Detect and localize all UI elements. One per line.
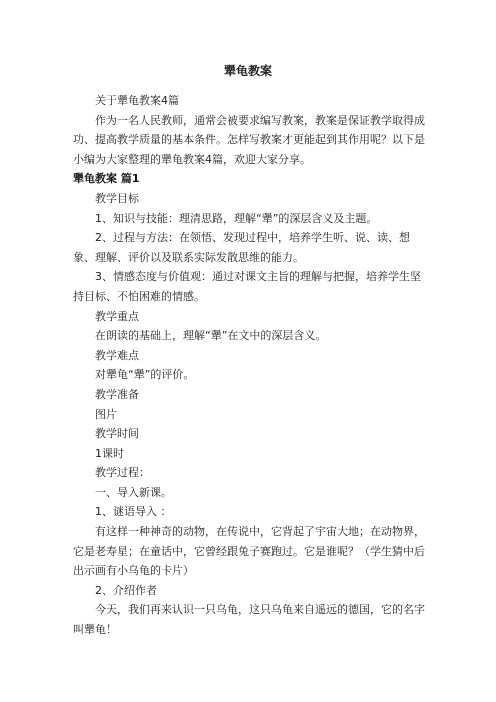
paragraph: 图片 <box>95 407 117 421</box>
paragraph: 在朗读的基础上，理解“犟”在文中的深层含义。 <box>95 329 327 343</box>
paragraph: 教学难点 <box>95 348 139 362</box>
paragraph: 2、过程与方法：在领悟、发现过程中，培养学生听、说、读、想象、理解、评价以及联系实际发散思维的能力。 <box>73 231 410 264</box>
paragraph: 教学过程： <box>95 466 150 480</box>
paragraph: 教学时间 <box>95 427 139 441</box>
section-heading: 犟龟教案 篇1 <box>73 172 140 186</box>
document-title: 犟龟教案 <box>223 64 272 78</box>
paragraph: 对犟龟“犟”的评价。 <box>95 368 195 382</box>
paragraph: 教学目标 <box>95 191 139 205</box>
document-body <box>73 91 427 640</box>
paragraph: 作为一名人民教师，通常会被要求编写教案，教案是保证教学取得成功、提高教学质量的基本条件。怎样写教案才更能起到其作用呢？以下是小编为大家整理的犟龟教案4篇，欢迎大家分享。 <box>73 113 425 166</box>
paragraph: 教学准备 <box>95 387 139 401</box>
paragraph: 今天，我们再来认识一只乌龟，这只乌龟来自遥远的德国，它的名字叫犟龟！ <box>73 603 425 637</box>
paragraph: 1、知识与技能：理清思路，理解“犟”的深层含义及主题。 <box>95 211 378 225</box>
paragraph: 3、情感态度与价值观：通过对课文主旨的理解与把握，培养学生坚持目标、不怕困难的情感。 <box>73 270 421 303</box>
paragraph: 教学重点 <box>95 309 139 323</box>
paragraph: 有这样一种神奇的动物，在传说中，它背起了宇宙大地；在动物界，它是老寿星；在童话中，它曾经跟兔子赛跑过。它是谁呢？（学生猜中后出示画有小乌龟的卡片） <box>73 525 425 578</box>
paragraph: 2、介绍作者 <box>95 583 157 597</box>
paragraph: 关于犟龟教案4篇 <box>95 94 179 107</box>
paragraph: 一、导入新课。 <box>95 485 172 499</box>
paragraph: 1、谜语导入 ： <box>95 505 172 519</box>
paragraph: 1课时 <box>95 446 124 460</box>
